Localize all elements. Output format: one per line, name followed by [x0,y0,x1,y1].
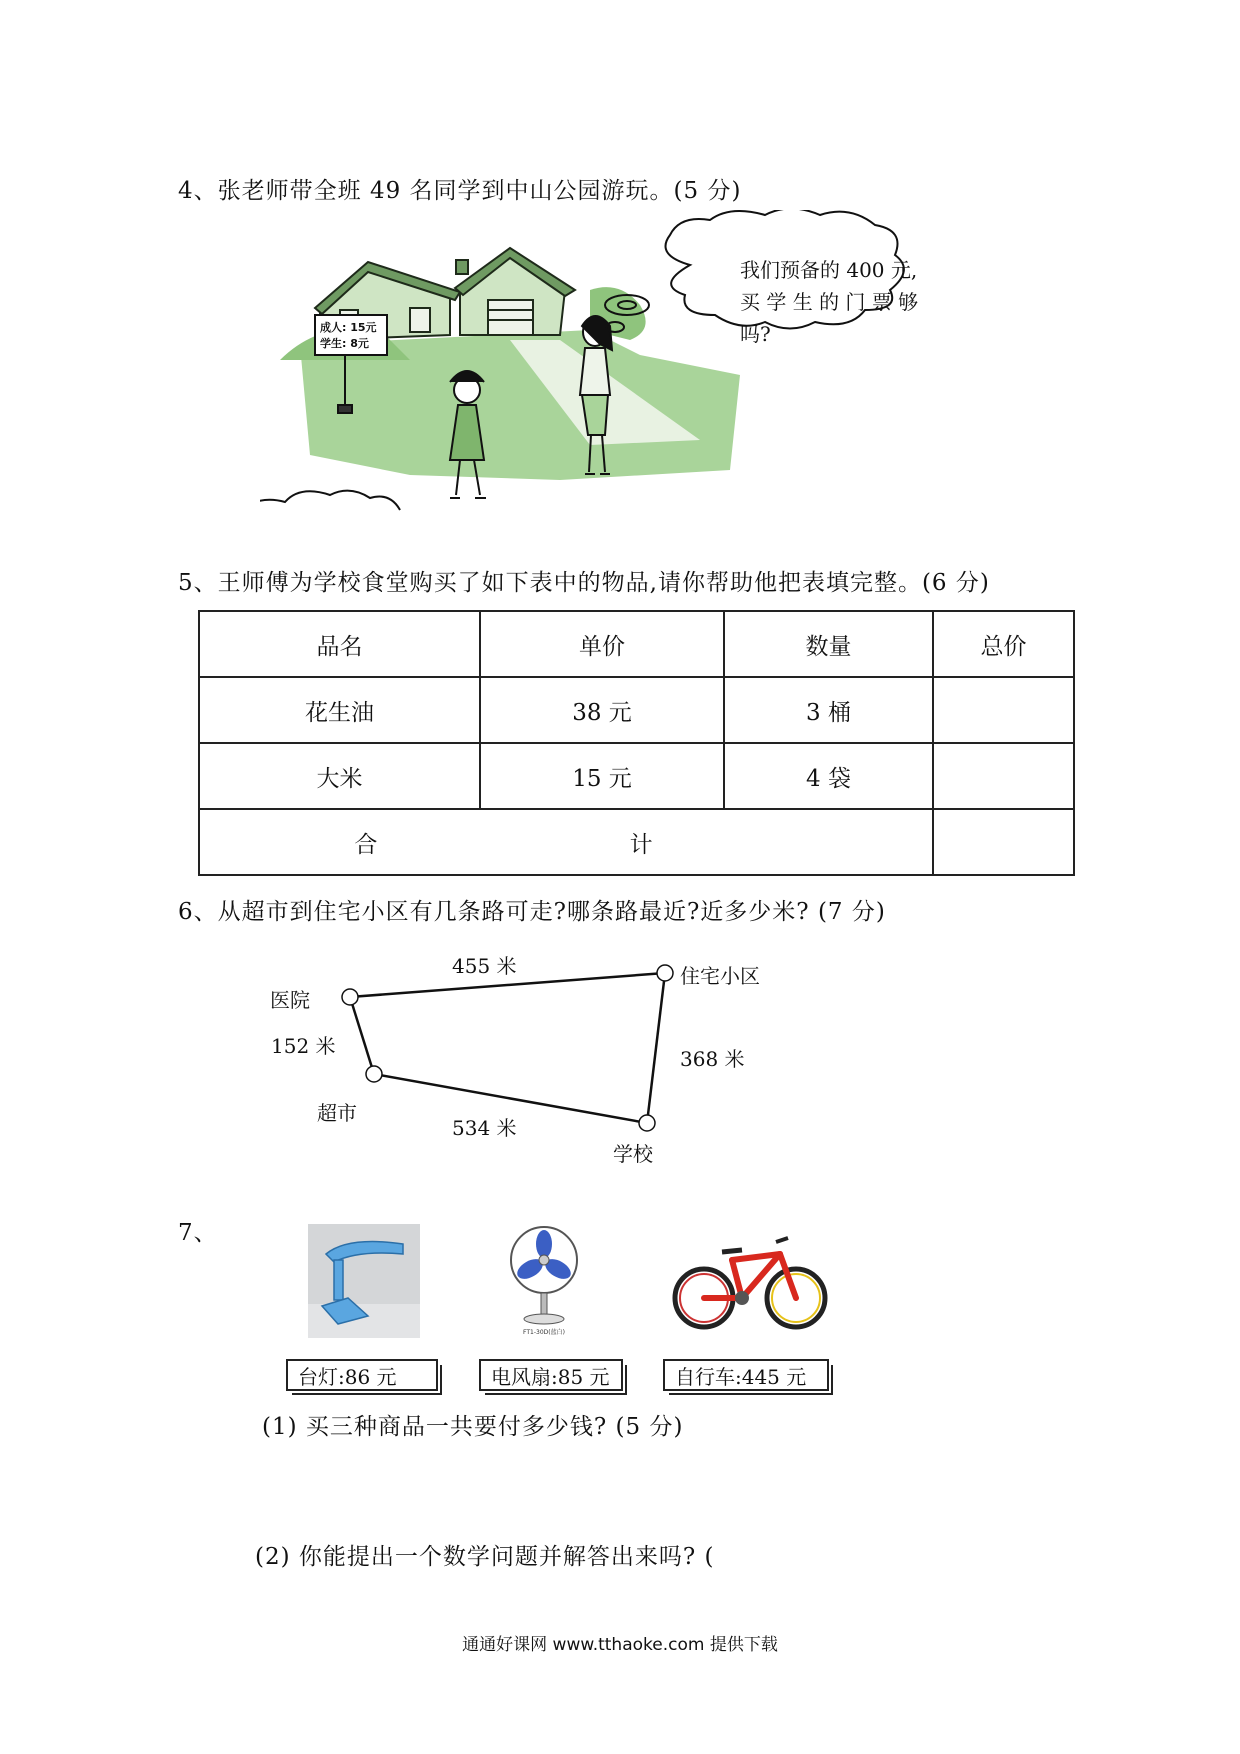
sign-student-price: 学生: 8元 [320,337,369,350]
table-row [199,677,1074,743]
header-qty: 数量 [724,611,933,677]
q6-title: 6、从超市到住宅小区有几条路可走?哪条路最近?近多少米? (7 分) [178,899,886,925]
price-tag-fan: 电风扇:85 元 [479,1359,623,1391]
dist-residence-school: 368 米 [680,1047,745,1071]
bubble-line-1: 我们预备的 400 元, [740,258,918,282]
goods-table [198,610,1075,876]
place-residence: 住宅小区 [680,964,760,988]
q4-title: 4、张老师带全班 49 名同学到中山公园游玩。(5 分) [178,178,742,204]
sum-label-1: 合 [354,831,378,858]
bubble-line-2: 买 学 生 的 门 票 够 [740,290,919,314]
row2-name: 大米 [199,743,480,809]
bubble-line-3: 吗? [740,322,771,346]
sign-adult-price: 成人: 15元 [320,321,377,334]
row1-total[interactable] [933,677,1074,743]
dist-market-school: 534 米 [452,1116,517,1140]
desk-lamp-icon [308,1224,420,1338]
table-row [199,743,1074,809]
residence-node [657,965,673,981]
road-hospital-market [350,997,374,1074]
row1-qty: 3 桶 [724,677,933,743]
row2-total[interactable] [933,743,1074,809]
q7-sub1: (1) 买三种商品一共要付多少钱? (5 分) [262,1414,684,1440]
sum-label-cell [199,809,933,875]
table-sum-row [199,809,1074,875]
q7-number: 7、 [178,1220,218,1246]
ground-cloud [260,491,400,510]
school-node [639,1115,655,1131]
price-tag-lamp: 台灯:86 元 [286,1359,438,1391]
bicycle-icon [672,1232,828,1336]
market-node [366,1066,382,1082]
fan-icon [504,1224,584,1338]
girl-figure-icon [450,371,486,498]
dist-hospital-residence: 455 米 [452,954,517,978]
table-header-row [199,611,1074,677]
row1-price: 38 元 [480,677,724,743]
dist-hospital-market: 152 米 [271,1034,336,1058]
sum-label-2: 计 [629,831,653,858]
q7-sub2: (2) 你能提出一个数学问题并解答出来吗? ( [255,1544,715,1570]
place-school: 学校 [613,1142,653,1166]
row2-price: 15 元 [480,743,724,809]
place-market: 超市 [317,1101,357,1125]
header-price: 单价 [480,611,724,677]
hospital-node [342,989,358,1005]
fan-model-label: FT1-30D(蓝白) [523,1329,565,1336]
q5-title: 5、王师傅为学校食堂购买了如下表中的物品,请你帮助他把表填完整。(6 分) [178,570,990,596]
sum-total-cell[interactable] [933,809,1074,875]
place-hospital: 医院 [270,988,310,1012]
header-name: 品名 [199,611,480,677]
row1-name: 花生油 [199,677,480,743]
header-total: 总价 [933,611,1074,677]
road-residence-school [647,973,665,1123]
row2-qty: 4 袋 [724,743,933,809]
price-tag-bicycle: 自行车:445 元 [663,1359,829,1391]
footer-text: 通通好课网 www.tthaoke.com 提供下载 [462,1635,778,1655]
